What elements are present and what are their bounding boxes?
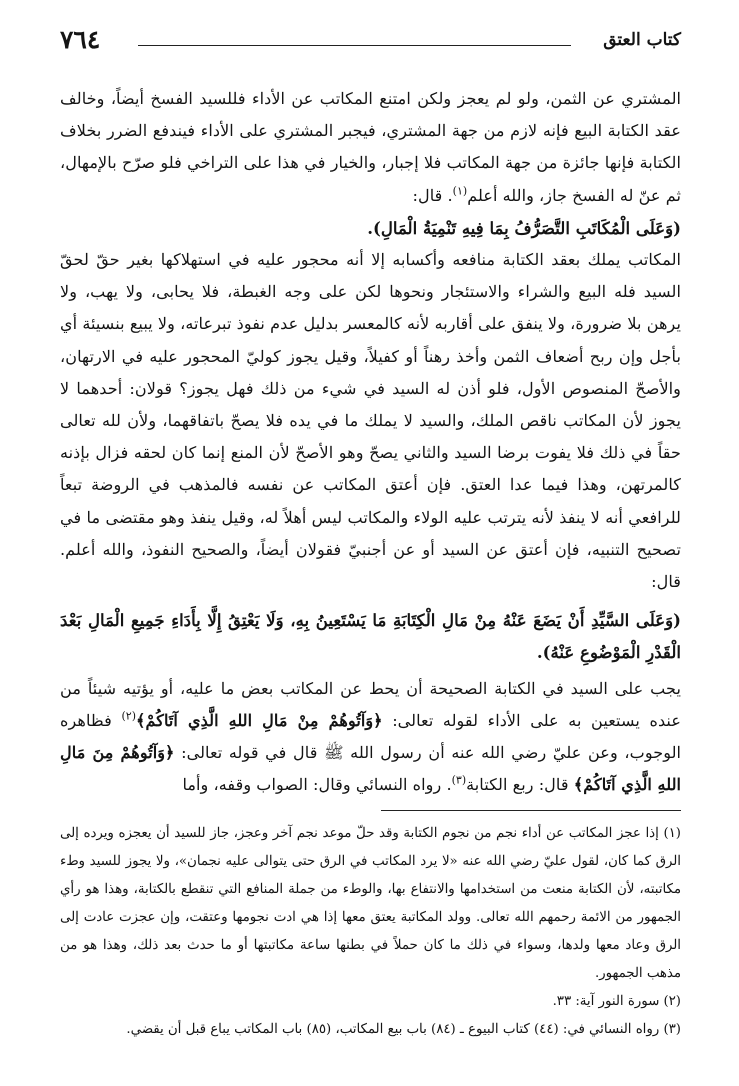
matn-quote-2: (وَعَلَى السَّيِّدِ أَنْ يَضَعَ عَنْهُ مِنْ مَالِ الْكِتَابَةِ مَا يَسْتَعِينُ بِهِ، وَلَا يَعْتِقُ إِلَّا بِأَدَاءِ جَمِيعِ الْمَالِ بَعْدَ الْقَدْرِ الْمَوْضُوعِ عَنْهُ). (60, 610, 681, 663)
page-number: ٧٦٤ (60, 25, 101, 54)
running-header (60, 20, 681, 60)
quran-bracket-close: ﴾ (573, 775, 584, 795)
header-rule (138, 45, 571, 46)
main-text (60, 83, 681, 801)
footnotes (60, 820, 681, 1044)
paragraph-3 (60, 673, 681, 802)
paragraph-3-text-b: فظاهره الوجوب، وعن عليّ رضي الله عنه أن رسول الله ﷺ قال في قوله تعالى: (60, 710, 681, 763)
paragraph-2: المكاتب يملك بعقد الكتابة منافعه وأكسابه إلا أنه محجور عليه في استهلاكها بغير حقّ لحقّ السيد فله البيع والشراء والاستئجار ونحوها لكن على وجه الغبطة، فلا يحابى، ولا يهب، ولا يرهن بلا ضرورة، ولا ينفق على أقاربه لأنه كالمعسر بدليل عدم نفوذ تبرعاته، ولا يبيع بنسيئة أي بأجل وإن ربح أضعاف الثمن وأخذ رهناً أو كفيلاً، وقيل يجوز كوليّ المحجور عليه في الارتهان، والأصحّ المنصوص الأول، فلو أذن له السيد في شيء من ذلك فهل يجوز؟ قولان: أحدهما لا يجوز لأن المكاتب ناقص الملك، والسيد لا يملك ما في يده فلا يصحّ باتفاقهما، ولأن لله تعالى حقاً في ذلك فلا يفوت برضا السيد والثاني يصحّ وهو الأصحّ لأن المنع إنما كان لحقه فزال بإذنه كالمرتهن، وهذا فيما عدا العتق. فإن أعتق المكاتب عن نفسه فالمذهب في الروضة تبعاً للرافعي أنه لا ينفذ لأنه يترتب عليه الولاء والمكاتب ليس أهلاً له، وقيل ينفذ وهو مقتضى ما في تصحيح التنبيه، فإن أعتق عن السيد أو عن أجنبيّ فقولان أيضاً، والصحيح النفوذ، والله أعلم. قال: (60, 250, 681, 592)
footnote-ref-1[interactable]: (١) (452, 184, 468, 198)
paragraph-3-text-d: . رواه النسائي وقال: الصواب وقفه، وأما (182, 775, 452, 795)
matn-quote-1: (وَعَلَى الْمُكَاتَبِ التَّصَرُّفُ بِمَا فِيهِ تَنْمِيَةُ الْمَالِ). (367, 217, 681, 238)
book-title: كتاب العتق (603, 30, 681, 50)
footnote-2: (٢) سورة النور آية: ٣٣. (552, 994, 681, 1009)
footnote-1: (١) إذا عجز المكاتب عن أداء نجم من نجوم الكتابة وقد حلّ موعد نجم آخر وعجز، جاز للسيد أن يعجزه ويرده إلى الرق كما كان، لقول عليّ رضي الله عنه «لا يرد المكاتب في الرق حتى يتوالى عليه نجمان»، ولا يجوز للسيد وطء مكاتبته، لأن الكتابة منعت من استخدامها والانتفاع بها، والوطء من جملة المنافع التي تنقطع بالكتابة، وهذا هو رأي الجمهور من الائمة رحمهم الله تعالى. وولد المكاتبة يعتق معها إذا هي ادت نجومها وعتقت، وإن عجزت عادت إلى الرق وعاد معها ولدها، وسواء في ذلك ما كان حملاً في بطنها ساعة مكاتبتها أو ما حدث بعد ذلك، وهذا هو من مذهب الجمهور. (60, 826, 681, 981)
quran-verse-2: وَآتُوهُمْ مِنَ مَالِ اللهِ الَّذِي آتَاكُمْ (60, 743, 681, 795)
quran-bracket-open: ﴿ (165, 743, 175, 763)
paragraph-1-text: المشتري عن الثمن، ولو لم يعجز ولكن امتنع المكاتب عن الأداء فللسيد الفسخ أيضاً، وخالف عقد الكتابة البيع فإنه لازم من جهة المشتري، فيجبر المشتري على الأداء فيندفع الضرر بخلاف الكتابة فإنها جائزة من جهة المكاتب فلا إجبار، والخيار في هذا على التراخي فلو صرّح بالإمهال، ثم عنّ له الفسخ جاز، والله أعلم (60, 89, 681, 205)
footnote-rule (381, 810, 681, 811)
footnote-3: (٣) رواه النسائي في: (٤٤) كتاب البيوع ـ (٨٤) باب بيع المكاتب، (٨٥) باب المكاتب يباع قبل أن يقضي. (126, 1022, 681, 1037)
paragraph-1-end: . قال: (412, 185, 453, 205)
quran-bracket-open: ﴿ (373, 710, 383, 730)
paragraph-3-text-c: قال: ربع الكتابة (466, 775, 569, 795)
footnote-ref-3[interactable]: (٣) (451, 773, 467, 787)
paragraph-3-text-a: يجب على السيد في الكتابة الصحيحة أن يحط عن المكاتب بعض ما عليه، أو يؤتيه شيئاً من عنده يستعين به على الأداء لقوله تعالى: (60, 678, 681, 730)
quran-verse-1: وَآتُوهُمْ مِنْ مَالِ اللهِ الَّذِي آتَاكُمْ (145, 710, 374, 730)
paragraph-1 (60, 83, 681, 212)
footnote-ref-2[interactable]: (٢) (121, 709, 136, 723)
quran-bracket-close: ﴾ (136, 710, 146, 730)
